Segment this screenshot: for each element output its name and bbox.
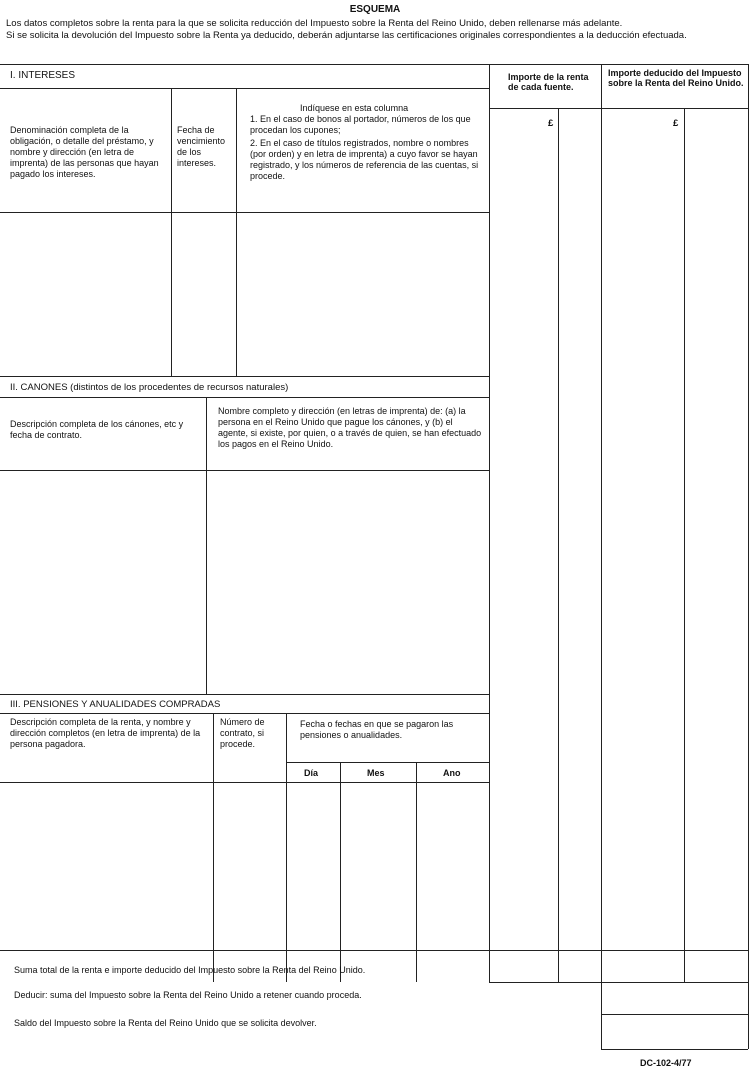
- section-1-header-line: [0, 88, 489, 89]
- deduct-amount-line: [601, 1014, 748, 1015]
- form-code: DC-102-4/77: [640, 1058, 692, 1068]
- section-3-title: III. PENSIONES Y ANUALIDADES COMPRADAS: [10, 699, 221, 710]
- section-1-header-bottom: [0, 212, 489, 213]
- section-3-header-line: [0, 713, 489, 714]
- col-income-header: Importe de la renta de cada fuente.: [508, 72, 589, 92]
- section-2-header-bottom: [0, 470, 489, 471]
- section-3-top-line: [0, 694, 489, 695]
- section-2-top-line: [0, 376, 489, 377]
- section-1-col-due-date: Fecha de vencimiento de los intereses.: [177, 125, 226, 168]
- intro-line-1: Los datos completos sobre la renta para la que se solicita reducción del Impuesto sobre la Renta del Reino Unido, deben rellenarse más adelante.: [6, 18, 623, 29]
- section-3-date-subheader-top: [286, 762, 489, 763]
- section-1-col-instructions-1: 1. En el caso de bonos al portador, números de los que procedan los cupones;: [250, 114, 471, 135]
- section-2-header-line: [0, 397, 489, 398]
- section-1-col-obligation: Denominación completa de la obligación, o detalle del préstamo, y nombre y dirección (en letra de imprenta) de las personas que hayan pagado los intereses.: [10, 125, 159, 179]
- totals-bottom-line: [489, 982, 748, 983]
- totals-line-deduct: Deducir: suma del Impuesto sobre la Renta del Reino Unido a retener cuando proceda.: [14, 990, 362, 1000]
- section-1-divider-b: [236, 88, 237, 376]
- section-3-col-description: Descripción completa de la renta, y nombre y dirección completos (en letra de imprenta) de la persona pagadora.: [10, 717, 201, 749]
- col2-pence-divider: [684, 108, 685, 982]
- section-1-title: I. INTERESES: [10, 70, 76, 81]
- section-3-month-label: Mes: [367, 768, 385, 778]
- totals-line-balance: Saldo del Impuesto sobre la Renta del Reino Unido que se solicita devolver.: [14, 1018, 317, 1028]
- pound-sign-col2: £: [673, 118, 679, 129]
- intro-line-2: Si se solicita la devolución del Impuesto sobre la Renta ya deducido, deberán adjuntarse las certificaciones originales correspondientes a la deducción efectuada.: [6, 30, 687, 41]
- table-right-border: [748, 64, 749, 1049]
- pound-sign-col1: £: [548, 118, 554, 129]
- section-3-day-label: Día: [304, 768, 319, 778]
- totals-line-sum: Suma total de la renta e importe deducido del Impuesto sobre la Renta del Reino Unido.: [14, 965, 366, 975]
- section-2-title: II. CANONES (distintos de los procedentes de recursos naturales): [10, 382, 289, 393]
- right-header-underline: [489, 108, 748, 109]
- section-3-col-dates: Fecha o fechas en que se pagaron las pensiones o anualidades.: [300, 719, 454, 740]
- section-3-month-divider: [416, 762, 417, 982]
- section-2-col-description: Descripción completa de los cánones, etc y fecha de contrato.: [10, 419, 184, 440]
- col-tax-deducted-header: Importe deducido del Impuesto sobre la Renta del Reino Unido.: [608, 68, 744, 88]
- section-1-col-instructions-2: 2. En el caso de títulos registrados, nombre o nombres (por orden) y en letra de imprenta) a cuyo favor se hayan registrado, y los números de referencia de las cuentas, si procede.: [250, 138, 479, 181]
- section-3-year-label: Ano: [443, 768, 461, 778]
- balance-amount-line: [601, 1049, 748, 1050]
- section-3-day-divider: [340, 762, 341, 982]
- form-title: ESQUEMA: [349, 4, 401, 15]
- section-3-divider-a: [213, 713, 214, 982]
- section-3-col-contract: Número de contrato, si procede.: [220, 717, 265, 749]
- section-1-col-instructions-title: Indíquese en esta columna: [300, 103, 409, 113]
- section-2-divider: [206, 397, 207, 694]
- section-2-col-payer: Nombre completo y dirección (en letras de imprenta) de: (a) la persona en el Reino Unido que pague los cánones, y (b) el agente, si existe, por quien, o a través de quien, se han efectuado los pagos en el Reino Unido.: [218, 406, 482, 449]
- right-col-divider-a: [489, 64, 490, 982]
- section-1-divider-a: [171, 88, 172, 376]
- col1-pence-divider: [558, 108, 559, 982]
- section-3-divider-b: [286, 713, 287, 982]
- totals-top-line: [0, 950, 748, 951]
- table-top-border: [0, 64, 748, 65]
- right-col-divider-b: [601, 64, 602, 1049]
